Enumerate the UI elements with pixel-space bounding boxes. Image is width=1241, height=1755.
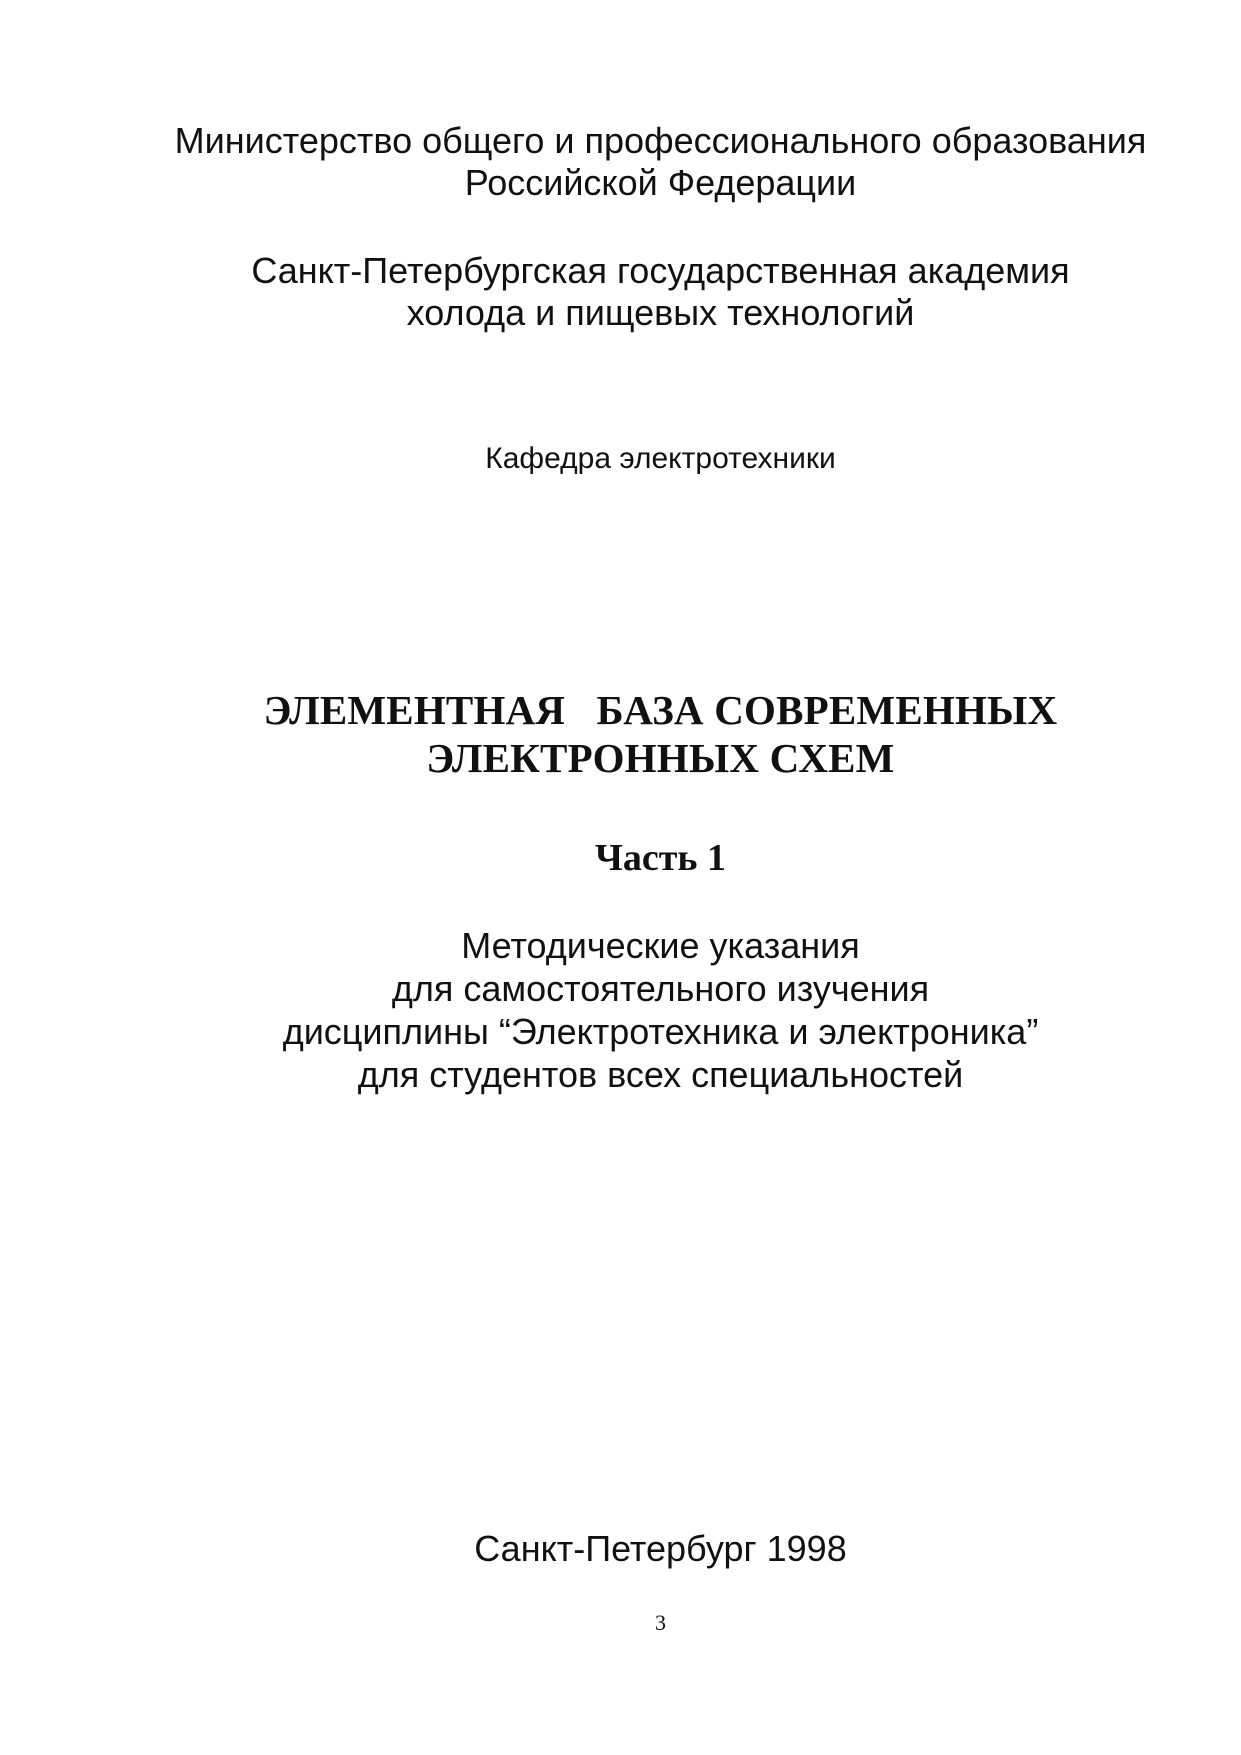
- academy-line-2: холода и пищевых технологий: [406, 292, 915, 333]
- ministry-line-2: Российской Федерации: [464, 162, 857, 203]
- description-line-3: дисциплины “Электротехника и электроника”: [282, 1011, 1039, 1052]
- description-line-4: для студентов всех специальностей: [357, 1054, 964, 1095]
- page-number: 3: [655, 1610, 666, 1635]
- part-label: Часть 1: [594, 837, 726, 879]
- title-line-2: ЭЛЕКТРОННЫХ СХЕМ: [426, 735, 895, 781]
- ministry-line-1: Министерство общего и профессионального образования: [174, 120, 1147, 161]
- academy-line-1: Санкт-Петербургская государственная академия: [251, 250, 1070, 291]
- description-line-2: для самостоятельного изучения: [391, 968, 930, 1009]
- description-line-1: Методические указания: [461, 925, 860, 966]
- department-name: Кафедра электротехники: [485, 442, 836, 475]
- city-year: Санкт-Петербург 1998: [474, 1528, 847, 1569]
- title-line-1: ЭЛЕМЕНТНАЯ БАЗА СОВРЕМЕННЫХ: [263, 687, 1058, 733]
